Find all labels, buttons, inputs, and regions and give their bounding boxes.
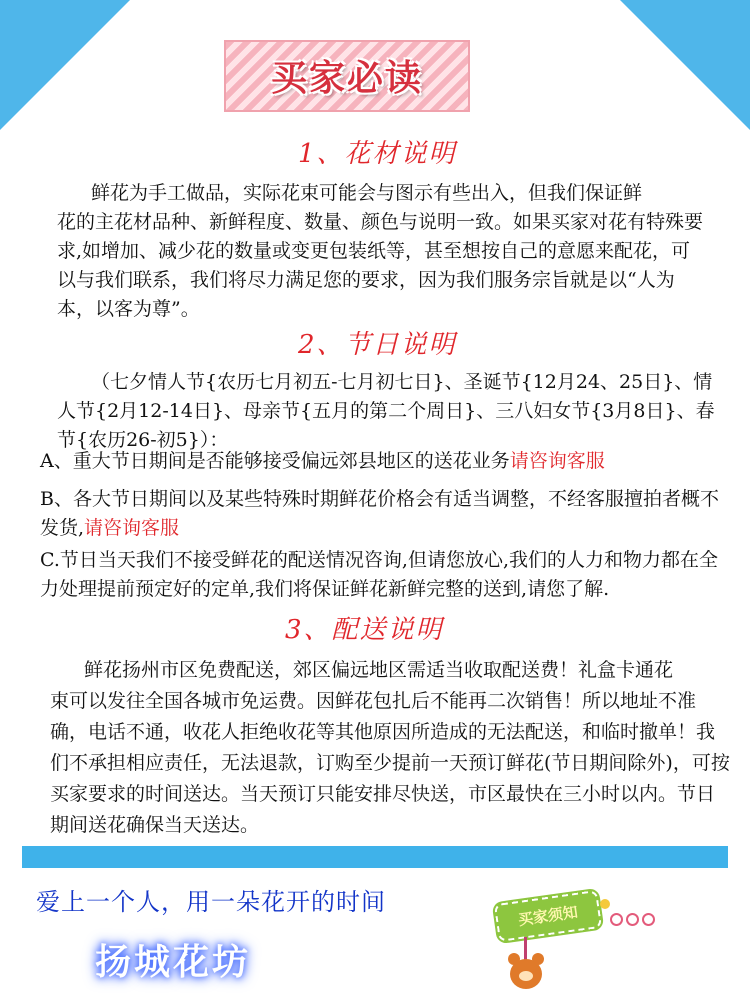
corner-triangle-right <box>620 0 750 130</box>
footer-tagline: 爱上一个人，用一朵花开的时间 <box>36 888 386 916</box>
holidays-line1: （七夕情人节{农历七月初五-七月初七日}、圣诞节{12月24、25日}、情 <box>91 371 713 393</box>
page-title: 买家必读 <box>270 58 423 99</box>
header-banner <box>224 40 470 112</box>
section-flowers-text <box>57 179 707 324</box>
holiday-item-b <box>40 485 720 543</box>
section-flowers-rest: 花的主花材品种、新鲜程度、数量、颜色与说明一致。如果买家对花有特殊要求,如增加、减少花的数量或变更包装纸等，甚至想按自己的意愿来配花，可以与我们联系，我们将尽力满足您的要求，因为我们服务宗旨就是以“人为本，以客为尊”。 <box>57 211 704 320</box>
bow-icon <box>600 899 610 909</box>
section-delivery-rest: 束可以发往全国各城市免运费。因鲜花包扎后不能再二次销售！所以地址不准确，电话不通，收花人拒绝收花等其他原因所造成的无法配送，和临时撤单！我们不承担相应责任，无法退款，订购至少提前一天预订鲜花(节日期间除外)，可按买家要求的时间送达。当天预订只能安排尽快送，市区最快在三小时以内。节日期间送花确保当天送达。 <box>50 690 730 836</box>
holiday-item-c <box>40 546 720 604</box>
holiday-item-a <box>40 447 720 476</box>
bottom-divider-bar <box>22 846 728 868</box>
bear-icon <box>510 959 542 989</box>
bear-face <box>519 971 533 981</box>
section-delivery-line1: 鲜花扬州市区免费配送，郊区偏远地区需适当收取配送费！礼盒卡通花 <box>84 659 674 681</box>
holidays-list <box>57 368 722 455</box>
dot-icon <box>642 913 655 926</box>
shop-name-logo: 扬城花坊 <box>95 942 252 983</box>
dot-icon <box>626 913 639 926</box>
hanging-tag-icon <box>488 885 668 995</box>
contact-service-link-b: 请咨询客服 <box>84 517 180 539</box>
holidays-rest: 人节{2月12-14日}、母亲节{五月的第二个周日}、三八妇女节{3月8日}、春节{农历26-初5}）： <box>57 400 715 451</box>
section-delivery-text <box>50 655 730 841</box>
section-heading-delivery: 3、配送说明 <box>285 615 444 645</box>
holiday-item-b-text: B、各大节日期间以及某些特殊时期鲜花价格会有适当调整，不经客服擅拍者概不发货, <box>40 488 719 539</box>
corner-triangle-left <box>0 0 130 130</box>
section-heading-flowers: 1、花材说明 <box>298 139 457 169</box>
tag-label: 买家须知 <box>494 890 602 942</box>
holiday-item-a-text: A、重大节日期间是否能够接受偏远郊县地区的送花业务 <box>40 450 510 472</box>
holiday-item-c-text: C.节日当天我们不接受鲜花的配送情况咨询,但请您放心,我们的人力和物力都在全力处理提前预定好的定单,我们将保证鲜花新鲜完整的送到,请您了解. <box>40 549 718 600</box>
section-flowers-line1: 鲜花为手工做品，实际花束可能会与图示有些出入，但我们保证鲜 <box>91 182 643 204</box>
dot-icon <box>610 913 623 926</box>
contact-service-link-a: 请咨询客服 <box>509 450 605 472</box>
section-heading-holidays: 2、节日说明 <box>298 330 457 360</box>
